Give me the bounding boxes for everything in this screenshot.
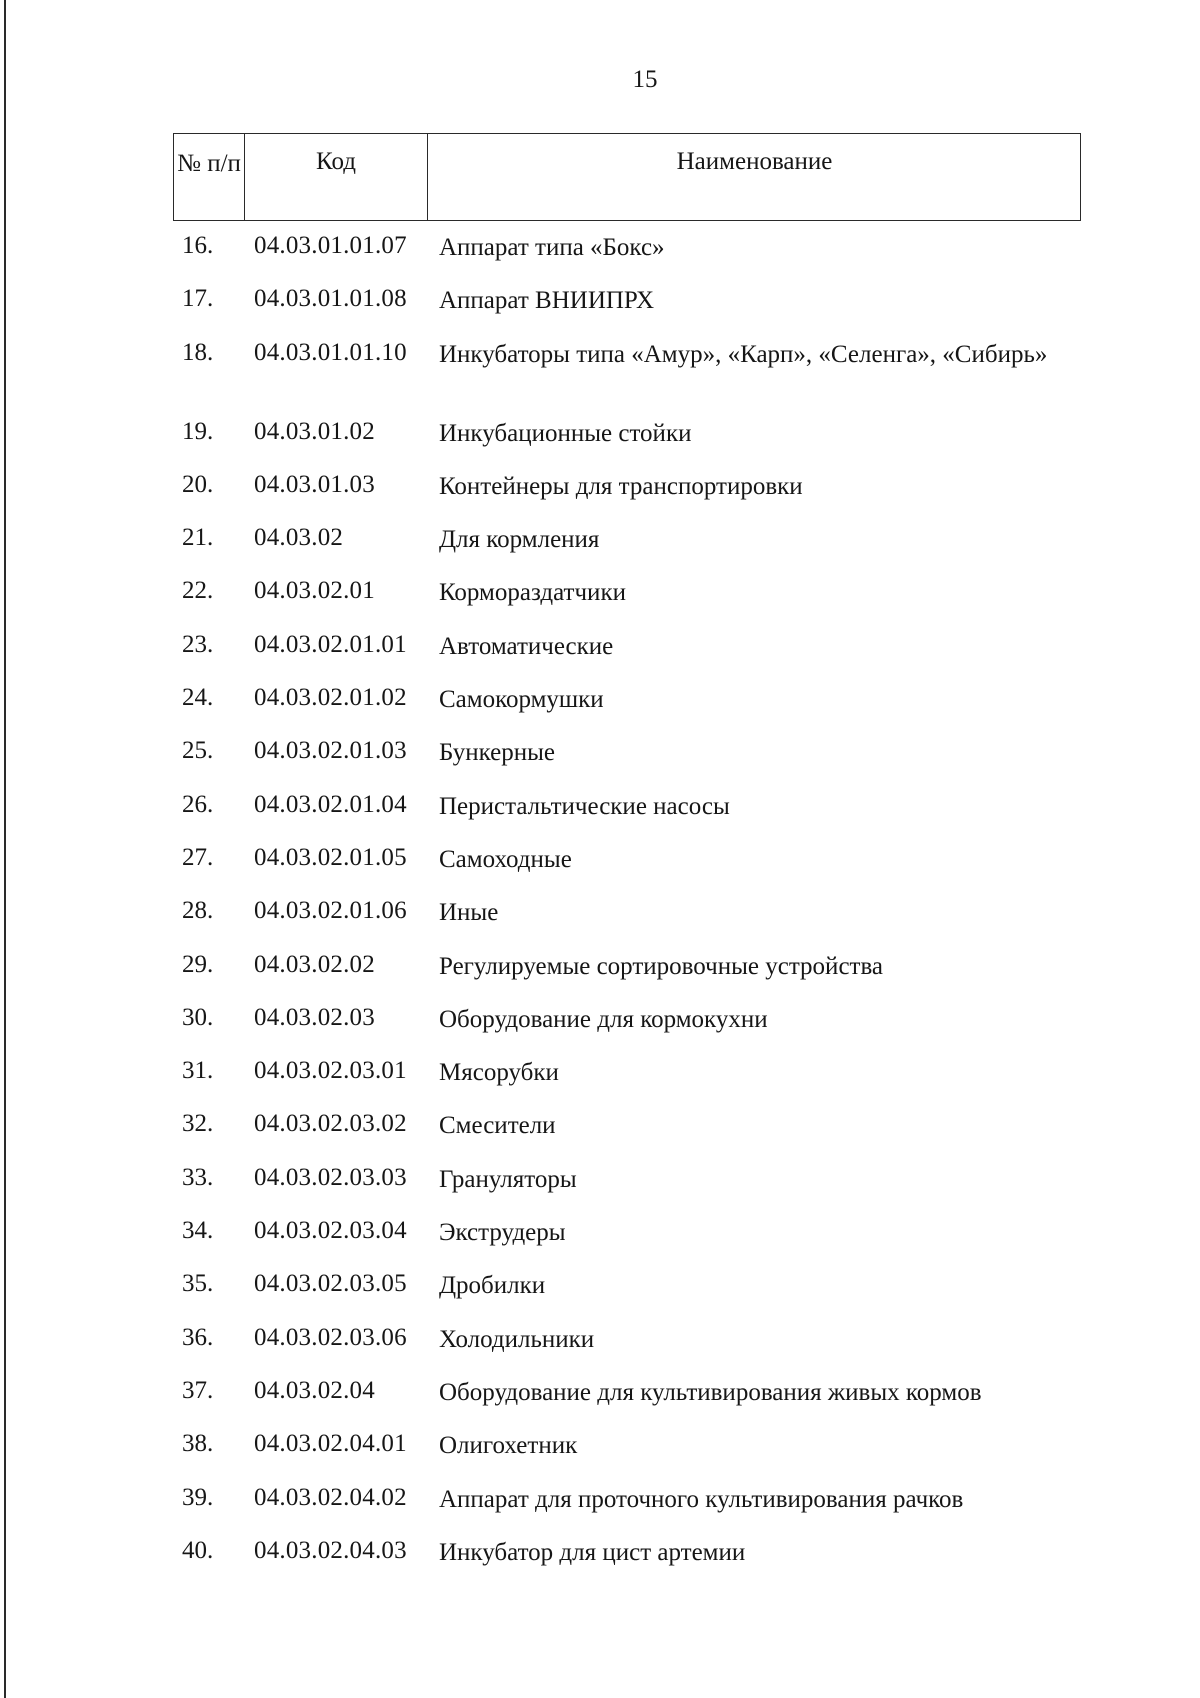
row-num: 25. xyxy=(182,737,214,765)
row-code: 04.03.02.01.01 xyxy=(254,630,407,658)
row-name: Грануляторы xyxy=(439,1165,577,1193)
row-code: 04.03.02.02 xyxy=(254,950,375,978)
table-row xyxy=(0,1484,1200,1537)
table-row xyxy=(0,951,1200,1004)
row-code: 04.03.02 xyxy=(254,524,344,552)
table-row xyxy=(0,1377,1200,1430)
table-row xyxy=(0,684,1200,737)
table-row xyxy=(0,418,1200,471)
row-num: 19. xyxy=(182,417,214,445)
row-code: 04.03.02.01.02 xyxy=(254,684,407,712)
table-row xyxy=(0,1270,1200,1323)
row-num: 31. xyxy=(182,1057,214,1085)
row-num: 23. xyxy=(182,630,214,658)
row-name: Аппарат типа «Бокс» xyxy=(439,234,665,261)
row-code: 04.03.02.01 xyxy=(254,577,375,605)
row-code: 04.03.02.03.02 xyxy=(254,1110,407,1138)
row-name: Самоходные xyxy=(439,845,572,873)
row-code: 04.03.02.03.06 xyxy=(254,1323,407,1351)
row-code: 04.03.01.02 xyxy=(254,417,375,445)
header-num: № п/п xyxy=(174,134,245,220)
row-name: Кормораздатчики xyxy=(439,579,626,607)
row-code: 04.03.01.03 xyxy=(254,470,375,498)
table-row xyxy=(0,1430,1200,1483)
row-code: 04.03.01.01.10 xyxy=(254,338,407,366)
row-name: Перистальтические насосы xyxy=(439,792,730,820)
table-row xyxy=(0,631,1200,684)
page-number: 15 xyxy=(632,66,658,93)
row-num: 29. xyxy=(182,950,214,978)
row-name: Инкубационные стойки xyxy=(439,419,692,447)
row-name: Олигохетник xyxy=(439,1432,578,1460)
row-code: 04.03.02.03.04 xyxy=(254,1217,407,1245)
row-code: 04.03.02.01.05 xyxy=(254,843,407,871)
row-code: 04.03.02.04.02 xyxy=(254,1483,407,1511)
row-code: 04.03.02.03 xyxy=(254,1003,375,1031)
table-row xyxy=(0,1004,1200,1057)
row-num: 37. xyxy=(182,1376,214,1404)
row-num: 17. xyxy=(182,285,214,313)
table-row xyxy=(0,1057,1200,1110)
row-name: Самокормушки xyxy=(439,686,604,714)
row-code: 04.03.02.01.06 xyxy=(254,897,407,925)
row-num: 40. xyxy=(182,1536,214,1564)
table-row xyxy=(0,897,1200,950)
row-num: 24. xyxy=(182,684,214,712)
row-name: Контейнеры для транспортировки xyxy=(439,472,803,500)
table-row xyxy=(0,471,1200,524)
row-num: 16. xyxy=(182,232,214,259)
row-name: Аппарат ВНИИПРХ xyxy=(439,287,655,315)
row-code: 04.03.01.01.07 xyxy=(254,232,407,259)
table-row xyxy=(0,232,1200,285)
row-num: 35. xyxy=(182,1270,214,1298)
row-num: 39. xyxy=(182,1483,214,1511)
row-num: 27. xyxy=(182,843,214,871)
row-name: Автоматические xyxy=(439,632,614,660)
table-row xyxy=(0,737,1200,790)
row-num: 28. xyxy=(182,897,214,925)
row-num: 33. xyxy=(182,1163,214,1191)
table-body xyxy=(0,232,1200,1590)
table-row xyxy=(0,844,1200,897)
table-row xyxy=(0,577,1200,630)
row-name: Экструдеры xyxy=(439,1219,566,1247)
header-code: Код xyxy=(245,134,428,220)
row-name: Регулируемые сортировочные устройства xyxy=(439,952,884,980)
row-num: 34. xyxy=(182,1217,214,1245)
row-code: 04.03.02.01.04 xyxy=(254,790,407,818)
row-num: 20. xyxy=(182,470,214,498)
row-name: Дробилки xyxy=(439,1272,546,1300)
row-num: 22. xyxy=(182,577,214,605)
row-name: Бункерные xyxy=(439,739,556,767)
table-row xyxy=(0,285,1200,338)
row-name: Мясорубки xyxy=(439,1059,559,1087)
table-row xyxy=(0,1110,1200,1163)
row-name: Инкубатор для цист артемии xyxy=(439,1538,746,1566)
table-row xyxy=(0,339,1200,418)
header-name: Наименование xyxy=(676,148,833,175)
row-num: 18. xyxy=(182,338,214,366)
row-name: Аппарат для проточного культивирования рачков xyxy=(439,1485,964,1513)
row-num: 26. xyxy=(182,790,214,818)
row-code: 04.03.02.01.03 xyxy=(254,737,407,765)
row-code: 04.03.02.03.03 xyxy=(254,1163,407,1191)
row-name: Оборудование для кормокухни xyxy=(439,1005,768,1033)
row-num: 36. xyxy=(182,1323,214,1351)
row-num: 32. xyxy=(182,1110,214,1138)
row-name: Иные xyxy=(439,899,499,927)
row-name: Смесители xyxy=(439,1112,556,1140)
table-header xyxy=(173,133,1081,221)
table-row xyxy=(0,1324,1200,1377)
row-name: Холодильники xyxy=(439,1325,595,1353)
row-code: 04.03.02.04.01 xyxy=(254,1430,407,1458)
row-name: Для кормления xyxy=(439,526,600,554)
row-code: 04.03.02.04.03 xyxy=(254,1536,407,1564)
row-code: 04.03.01.01.08 xyxy=(254,285,407,313)
table-row xyxy=(0,791,1200,844)
row-code: 04.03.02.03.05 xyxy=(254,1270,407,1298)
row-num: 30. xyxy=(182,1003,214,1031)
table-row xyxy=(0,524,1200,577)
table-row xyxy=(0,1164,1200,1217)
row-name: Оборудование для культивирования живых кормов xyxy=(439,1378,982,1406)
row-num: 21. xyxy=(182,524,214,552)
row-code: 04.03.02.04 xyxy=(254,1376,375,1404)
table-row xyxy=(0,1217,1200,1270)
row-name: Инкубаторы типа «Амур», «Карп», «Селенга», «Сибирь» xyxy=(439,340,1048,368)
row-num: 38. xyxy=(182,1430,214,1458)
table-row xyxy=(0,1537,1200,1590)
row-code: 04.03.02.03.01 xyxy=(254,1057,407,1085)
